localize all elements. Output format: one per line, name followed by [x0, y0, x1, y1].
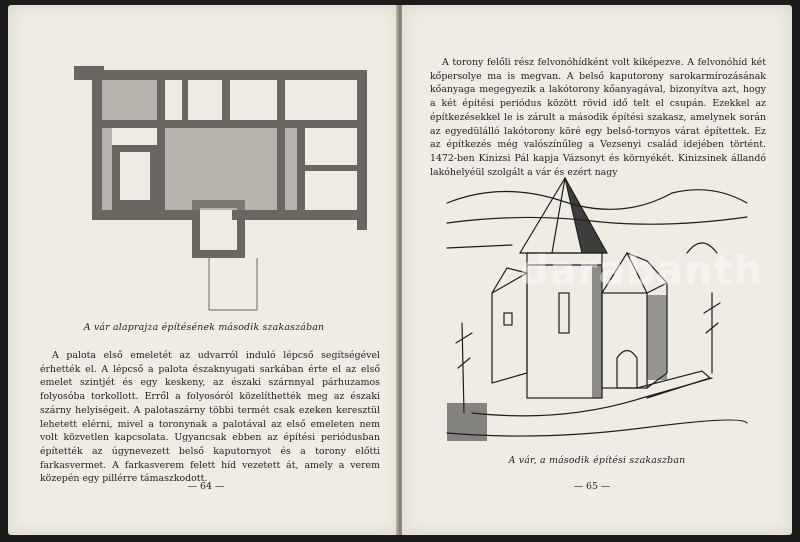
castle-illustration: [442, 173, 752, 448]
left-body-paragraph: A palota első emeletét az udvarról induló lépcső segítségével érhették el. A lépcső a palota északnyugati sarkában érte el az első emelet szintjét és egy keskeny, az északi szárnnyal párhuzamos folyosóba torkollott. Erről a folyosóról közelíthették meg az északi szárny helyiségeit. A palotaszárny többi termét csak ezeken keresztül lehetett elérni, mivel a toronynak a palotával az első emeleten nem volt közvetlen kapcsolata. Ugyancsak ebben az építési periódusban építették az úgynevezett belső kaputornyot és a torony előtti farkasvermet. A farkasverem felett híd vezetett át, amely a verem közepén egy pillérre támaszkodott.: [40, 350, 380, 485]
floor-plan-caption: A vár alaprajza építésének második szakaszában: [83, 322, 325, 333]
castle-illustration-caption: A vár, a második építési szakaszban: [508, 455, 686, 466]
left-page: [8, 5, 400, 535]
left-page-number: — 64 —: [187, 481, 225, 492]
castle-floor-plan: [72, 60, 372, 315]
watermark: darabanth: [520, 248, 764, 294]
right-body-paragraph: A torony felőli rész felvonóhídként volt kiképezve. A felvonóhíd két kőpersolye ma is megvan. A belső kaputorony sarokarmírozásának kőanyaga megegyezik a lakótorony kőanyagával, bizonyítva azt, hogy a két építési periódus között rövid idő telt el csupán. Ezekkel az építkezésekkel le is zárult a második építési szakasz, amelynek során az egyedülálló lakótorony köré egy belső-tornyos várat építettek. Ez az építkezés még valószínűleg a Vezsenyi család idejében történt. 1472-ben Kinizsi Pál kapja Vázsonyt és környékét. Kinizsinek állandó lakóhelyéül szolgált a vár és ezért nagy: [430, 57, 766, 178]
right-page-number: — 65 —: [573, 481, 611, 492]
